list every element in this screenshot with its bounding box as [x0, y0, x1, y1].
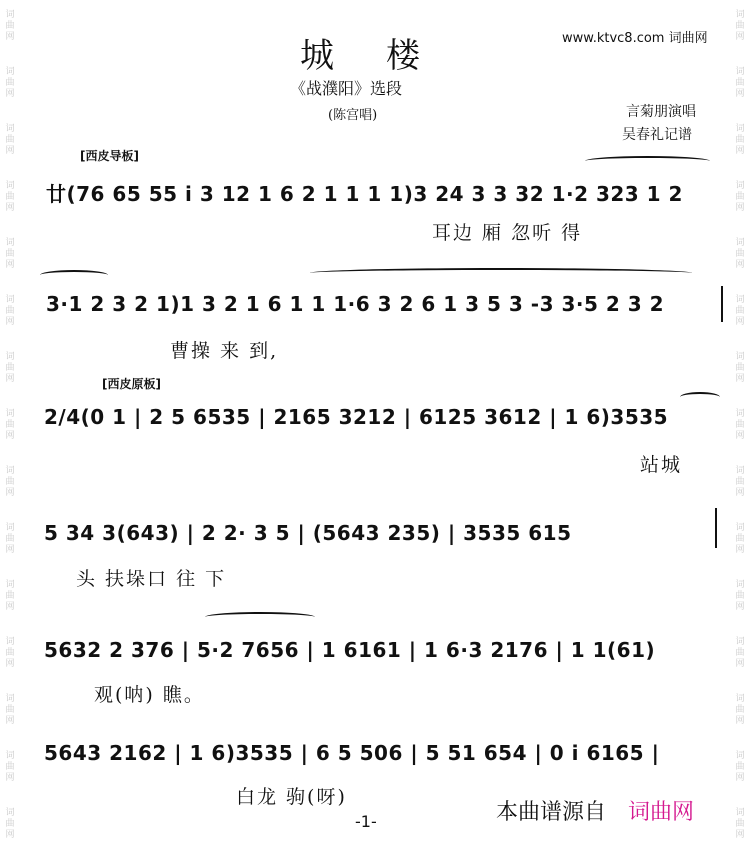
- notation-line-5: 5632 2 376 | 5·2 7656 | 1 6161 | 1 6·3 2176 | 1 1(61): [44, 638, 656, 662]
- watermark-mark: 词 曲 网: [735, 181, 745, 213]
- watermark-mark: 词 曲 网: [5, 409, 15, 441]
- lyric-line-4: 头 扶垛口 往 下: [76, 568, 227, 590]
- slur-mark: [40, 270, 108, 280]
- lyric-line-5: 观(呐) 瞧。: [94, 684, 205, 706]
- slur-mark: [680, 392, 720, 402]
- watermark-mark: 词 曲 网: [735, 67, 745, 99]
- watermark-mark: 词 曲 网: [735, 637, 745, 669]
- lyric-line-2: 曹操 来 到,: [170, 340, 279, 362]
- page-number: -1-: [355, 812, 377, 831]
- lyric-line-3: 站城: [640, 454, 683, 476]
- site-url[interactable]: www.ktvc8.com 词曲网: [562, 31, 708, 46]
- watermark-mark: 词 曲 网: [735, 295, 745, 327]
- bar-line: [721, 286, 723, 322]
- transcriber-credit: 吴春礼记谱: [622, 127, 692, 143]
- song-subtitle: 《战濮阳》选段: [290, 79, 403, 98]
- watermark-mark: 词 曲 网: [735, 409, 745, 441]
- watermark-mark: 词 曲 网: [735, 352, 745, 384]
- watermark-mark: 词 曲 网: [5, 10, 15, 42]
- watermark-mark: 词 曲 网: [5, 466, 15, 498]
- watermark-mark: 词 曲 网: [735, 694, 745, 726]
- source-brand-logo[interactable]: 词曲网: [628, 800, 695, 825]
- watermark-mark: 词 曲 网: [5, 580, 15, 612]
- slur-mark: [310, 268, 692, 278]
- watermark-mark: 词 曲 网: [735, 808, 745, 840]
- watermark-mark: 词 曲 网: [5, 637, 15, 669]
- bar-line: [715, 508, 717, 548]
- watermark-mark: 词 曲 网: [735, 10, 745, 42]
- notation-line-1: 廿(76 65 55 i 3 12 1 6 2 1 1 1 1)3 24 3 3 32 1·2 323 1 2: [46, 182, 683, 206]
- watermark-strip-left: [0, 0, 20, 855]
- watermark-mark: 词 曲 网: [5, 295, 15, 327]
- notation-line-4: 5 34 3(643) | 2 2· 3 5 | (5643 235) | 3535 615: [44, 521, 572, 545]
- watermark-mark: 词 曲 网: [5, 67, 15, 99]
- watermark-mark: 词 曲 网: [5, 352, 15, 384]
- watermark-mark: 词 曲 网: [735, 580, 745, 612]
- watermark-mark: 词 曲 网: [5, 694, 15, 726]
- watermark-mark: 词 曲 网: [735, 466, 745, 498]
- watermark-mark: 词 曲 网: [5, 124, 15, 156]
- lyric-line-6: 白龙 驹(呀): [236, 786, 347, 808]
- watermark-strip-right: [730, 0, 750, 855]
- watermark-mark: 词 曲 网: [735, 751, 745, 783]
- notation-line-2: 3·1 2 3 2 1)1 3 2 1 6 1 1 1·6 3 2 6 1 3 5 3 -3 3·5 2 3 2: [46, 292, 665, 316]
- watermark-mark: 词 曲 网: [5, 238, 15, 270]
- performer-credit: 言菊朋演唱: [626, 104, 696, 120]
- watermark-mark: 词 曲 网: [5, 523, 15, 555]
- lyric-line-1: 耳边 厢 忽听 得: [432, 222, 583, 244]
- source-label: 本曲谱源自: [496, 800, 607, 825]
- section-tag-yuanban: [西皮原板]: [102, 377, 161, 391]
- watermark-mark: 词 曲 网: [735, 523, 745, 555]
- section-tag-daoban: [西皮导板]: [80, 149, 139, 163]
- watermark-mark: 词 曲 网: [735, 238, 745, 270]
- watermark-mark: 词 曲 网: [5, 751, 15, 783]
- watermark-mark: 词 曲 网: [5, 808, 15, 840]
- watermark-mark: 词 曲 网: [5, 181, 15, 213]
- notation-line-3: 2/4(0 1 | 2 5 6535 | 2165 3212 | 6125 3612 | 1 6)3535: [44, 405, 669, 429]
- singer-note: (陈宫唱): [328, 108, 378, 123]
- notation-line-6: 5643 2162 | 1 6)3535 | 6 5 506 | 5 51 654 | 0 i 6165 |: [44, 741, 660, 765]
- song-title: 城楼: [300, 36, 472, 76]
- slur-mark: [205, 612, 315, 622]
- slur-mark: [585, 156, 710, 166]
- watermark-mark: 词 曲 网: [735, 124, 745, 156]
